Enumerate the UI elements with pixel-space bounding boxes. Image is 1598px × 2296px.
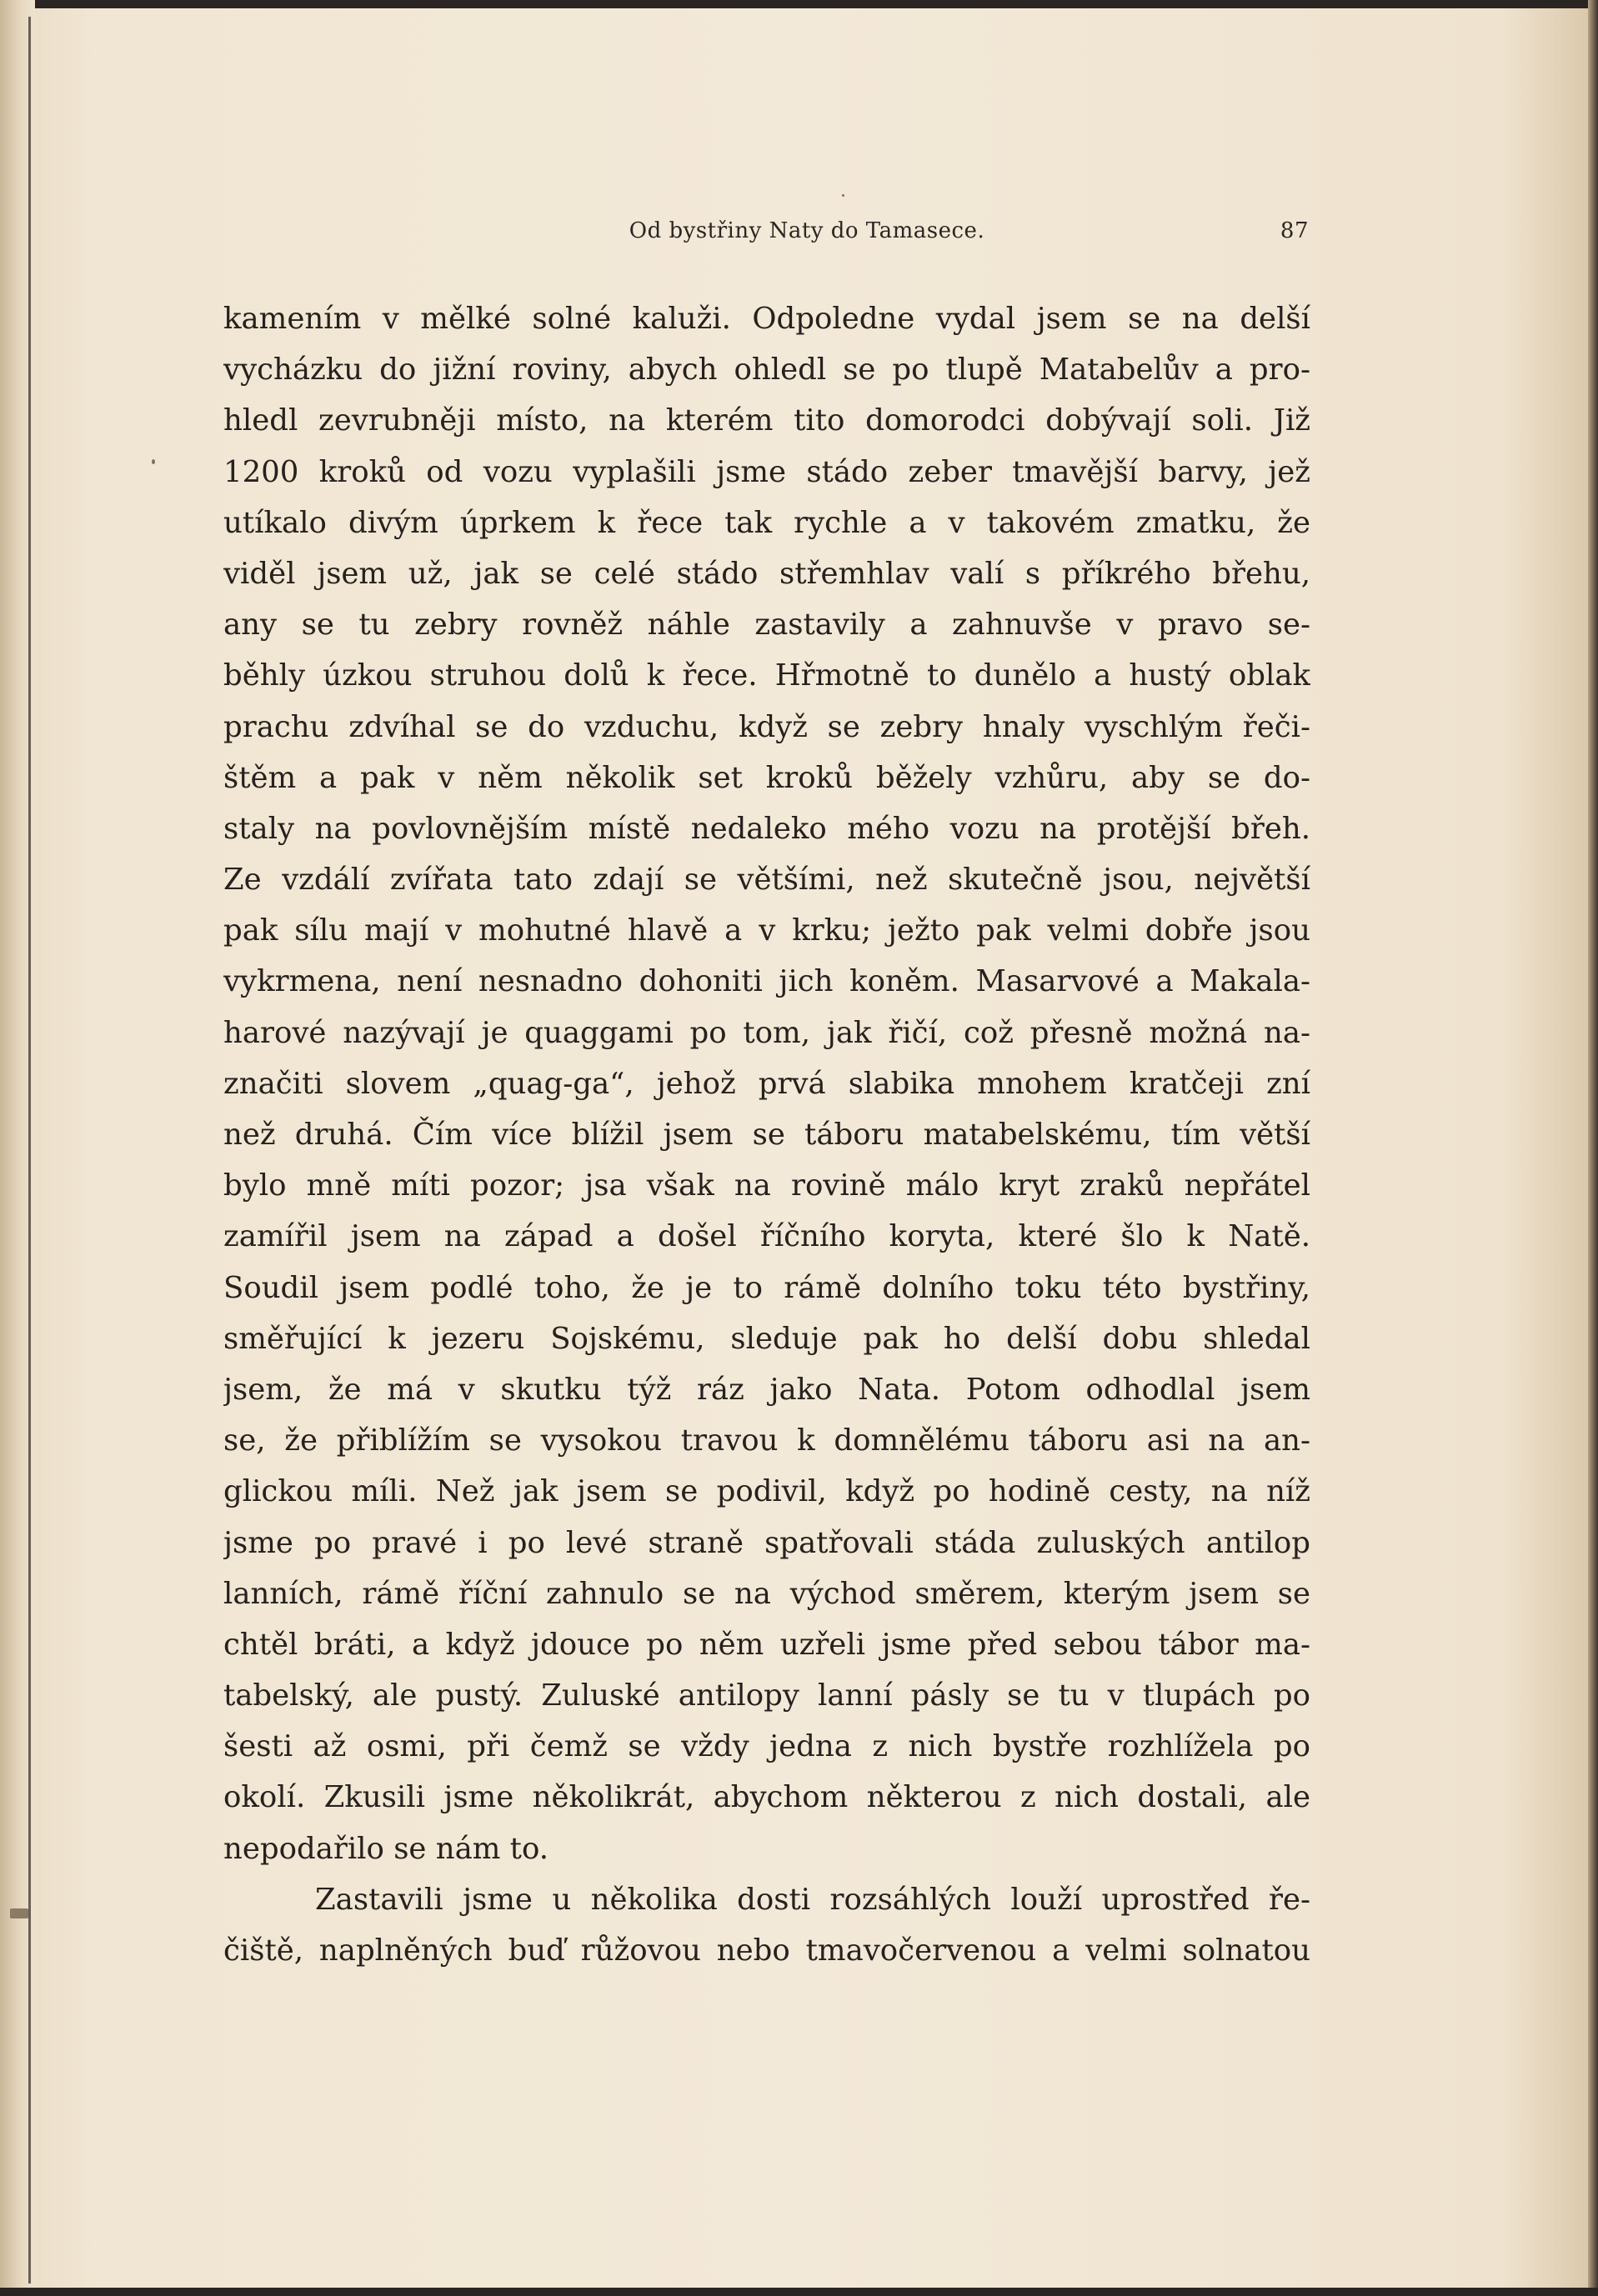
text-line: lanních, rámě říční zahnulo se na východ směrem, kterým jsem se xyxy=(223,1576,1310,1611)
text-line: bylo mně míti pozor; jsa však na rovině málo kryt zraků nepřátel xyxy=(223,1168,1310,1203)
text-line: značiti slovem „quag-ga“, jehož prvá slabika mnohem kratčeji zní xyxy=(223,1066,1310,1101)
paragraph-1 xyxy=(223,293,1310,1874)
text-line: jsem, že má v skutku týž ráz jako Nata. Potom odhodlal jsem xyxy=(223,1372,1310,1407)
text-line: harové nazývají je quaggami po tom, jak řičí, což přesně možná na- xyxy=(223,1015,1310,1050)
text-line: štěm a pak v něm několik set kroků běžely vzhůru, aby se do- xyxy=(223,760,1310,795)
text-line: 1200 kroků od vozu vyplašili jsme stádo zeber tmavější barvy, jež xyxy=(223,454,1310,489)
ink-fleck xyxy=(152,459,155,464)
text-line: vykrmena, není nesnadno dohoniti jich koněm. Masarvové a Makala- xyxy=(223,964,1310,999)
paragraph-2 xyxy=(223,1874,1310,1976)
page-header xyxy=(225,215,1309,252)
running-head: Od bystřiny Naty do Tamasece. xyxy=(629,218,985,243)
text-line: Zastavili jsme u několika dosti rozsáhlých louží uprostřed ře- xyxy=(315,1882,1310,1917)
text-line: čiště, naplněných buď růžovou nebo tmavočervenou a velmi solnatou xyxy=(223,1933,1310,1968)
text-line: glickou míli. Než jak jsem se podivil, když po hodině cesty, na níž xyxy=(223,1474,1310,1509)
text-line: viděl jsem už, jak se celé stádo střemhlav valí s příkrého břehu, xyxy=(223,556,1310,591)
body-text xyxy=(223,293,1310,1976)
text-line: se, že přiblížím se vysokou travou k domnělému táboru asi na an- xyxy=(223,1423,1310,1458)
page-right-edge xyxy=(1588,0,1598,2296)
gutter-fold-line xyxy=(28,17,31,2283)
text-line: zamířil jsem na západ a došel říčního koryta, které šlo k Natě. xyxy=(223,1219,1310,1254)
text-line: než druhá. Čím více blížil jsem se táboru matabelskému, tím větší xyxy=(223,1118,1310,1152)
text-line: šesti až osmi, při čemž se vždy jedna z nich bystře rozhlížela po xyxy=(223,1729,1310,1764)
text-line: Soudil jsem podlé toho, že je to rámě dolního toku této bystřiny, xyxy=(223,1270,1310,1305)
scan-top-edge xyxy=(0,0,1598,8)
paper-blemish xyxy=(10,1908,28,1918)
text-line: běhly úzkou struhou dolů k řece. Hřmotně to dunělo a hustý oblak xyxy=(223,658,1310,693)
text-line: vycházku do jižní roviny, abych ohledl se po tlupě Matabelův a pro- xyxy=(223,353,1310,388)
text-line: kamením v mělké solné kaluži. Odpoledne vydal jsem se na delší xyxy=(223,302,1310,336)
text-line: pak sílu mají v mohutné hlavě a v krku; ježto pak velmi dobře jsou xyxy=(223,913,1310,948)
ink-fleck xyxy=(842,194,844,197)
text-line: směřující k jezeru Sojskému, sleduje pak ho delší dobu shledal xyxy=(223,1321,1310,1356)
text-line: okolí. Zkusili jsme několikrát, abychom některou z nich dostali, ale xyxy=(223,1780,1310,1815)
page-number: 87 xyxy=(1280,218,1309,243)
text-line: prachu zdvíhal se do vzduchu, když se zebry hnaly vyschlým řeči- xyxy=(223,709,1310,744)
text-line: nepodařilo se nám to. xyxy=(223,1831,549,1866)
text-line: Ze vzdálí zvířata tato zdají se většími, než skutečně jsou, největší xyxy=(223,863,1310,898)
text-line: hledl zevrubněji místo, na kterém tito domorodci dobývají soli. Již xyxy=(223,403,1310,438)
text-line: tabelský, ale pustý. Zuluské antilopy lanní pásly se tu v tlupách po xyxy=(223,1678,1310,1713)
text-line: chtěl bráti, a když jdouce po něm uzřeli jsme před sebou tábor ma- xyxy=(223,1627,1310,1662)
text-line: jsme po pravé i po levé straně spatřovali stáda zuluských antilop xyxy=(223,1525,1310,1560)
text-line: staly na povlovnějším místě nedaleko mého vozu na protější břeh. xyxy=(223,811,1310,846)
text-line: any se tu zebry rovněž náhle zastavily a zahnuvše v pravo se- xyxy=(223,608,1310,643)
text-line: utíkalo divým úprkem k řece tak rychle a v takovém zmatku, že xyxy=(223,505,1310,540)
scan-bottom-edge xyxy=(0,2288,1598,2296)
